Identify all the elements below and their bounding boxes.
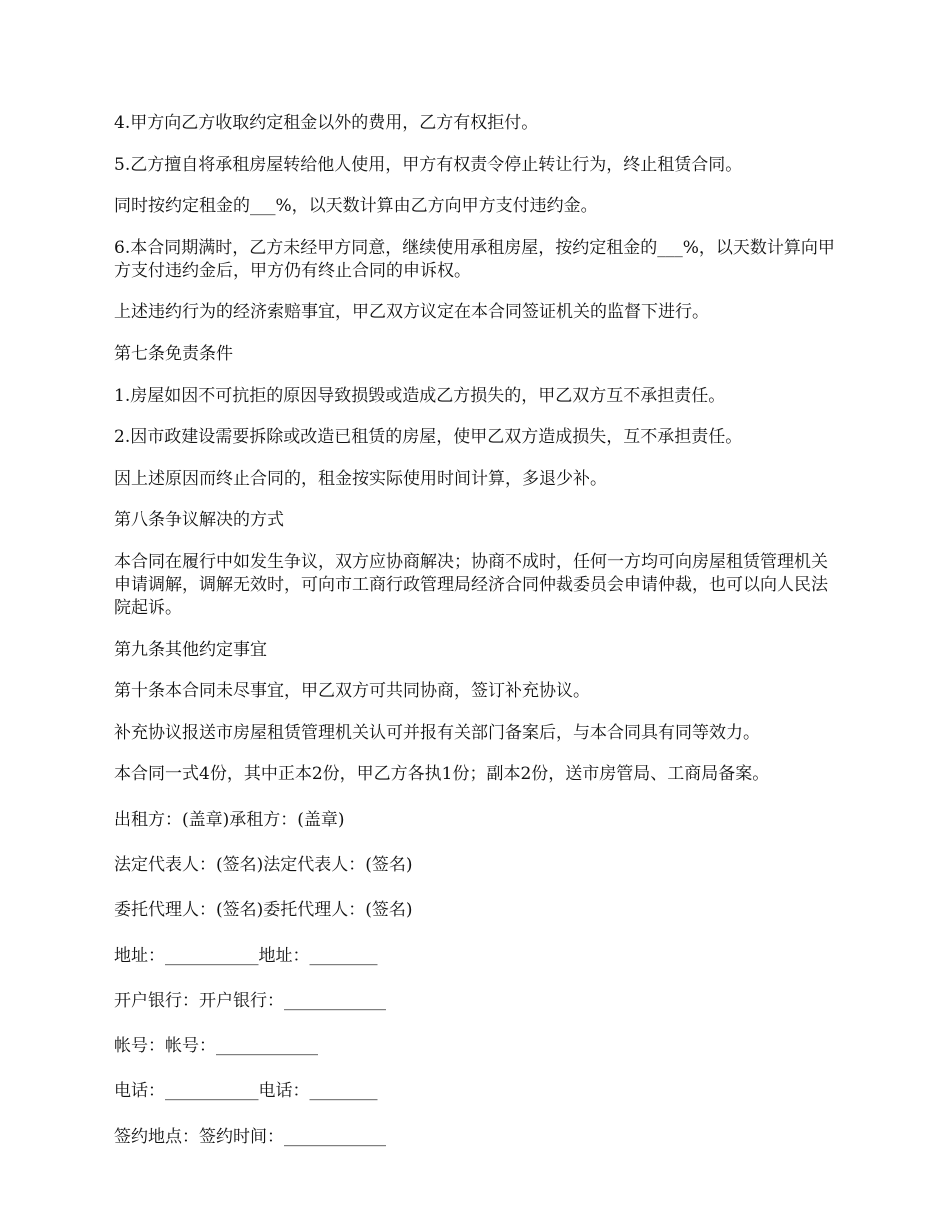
account-line: 帐号：帐号：____________ xyxy=(114,1036,318,1057)
copies-paragraph: 本合同一式4份，其中正本2份，甲乙方各执1份；副本2份，送市房管局、工商局备案。 xyxy=(114,764,770,785)
agent-line: 委托代理人：(签名)委托代理人：(签名) xyxy=(114,900,413,921)
dispute-paragraph: 本合同在履行中如发生争议，双方应协商解决；协商不成时，任何一方均可向房屋租赁管理机关申请调解，调解无效时，可向市工商行政管理局经济合同仲裁委员会申请仲裁，也可以向人民法院起诉。 xyxy=(114,551,828,618)
document-body xyxy=(114,112,842,1171)
parties-seal-line: 出租方：(盖章)承租方：(盖章) xyxy=(114,809,345,830)
phone-line: 电话：___________电话：________ xyxy=(114,1081,378,1102)
rent-settlement-paragraph: 因上述原因而终止合同的，租金按实际使用时间计算，多退少补。 xyxy=(114,468,607,489)
penalty-paragraph: 同时按约定租金的___%，以天数计算由乙方向甲方支付违约金。 xyxy=(114,196,598,217)
bank-line: 开户银行：开户银行：____________ xyxy=(114,990,386,1011)
clause-6-paragraph: 6.本合同期满时，乙方未经甲方同意，继续使用承租房屋，按约定租金的___%，以天数计算向甲方支付违约金后，甲方仍有终止合同的申诉权。 xyxy=(114,237,835,281)
article-10-paragraph: 第十条本合同未尽事宜，甲乙双方可共同协商，签订补充协议。 xyxy=(114,681,590,702)
signing-line: 签约地点：签约时间：____________ xyxy=(114,1126,386,1147)
claims-paragraph: 上述违约行为的经济索赔事宜，甲乙双方议定在本合同签证机关的监督下进行。 xyxy=(114,302,709,323)
article-9-heading: 第九条其他约定事宜 xyxy=(114,639,267,660)
legal-rep-line: 法定代表人：(签名)法定代表人：(签名) xyxy=(114,854,413,875)
clause-4-paragraph: 4.甲方向乙方收取约定租金以外的费用，乙方有权拒付。 xyxy=(114,113,539,133)
address-line: 地址：___________地址：________ xyxy=(114,945,378,966)
supplement-paragraph: 补充协议报送市房屋租赁管理机关认可并报有关部门备案后，与本合同具有同等效力。 xyxy=(114,722,760,743)
exemption-2-paragraph: 2.因市政建设需要拆除或改造已租赁的房屋，使甲乙双方造成损失，互不承担责任。 xyxy=(114,427,743,448)
article-7-heading: 第七条免责条件 xyxy=(114,343,233,364)
article-8-heading: 第八条争议解决的方式 xyxy=(114,510,284,531)
clause-5-paragraph: 5.乙方擅自将承租房屋转给他人使用，甲方有权责令停止转让行为，终止租赁合同。 xyxy=(114,154,743,175)
exemption-1-paragraph: 1.房屋如因不可抗拒的原因导致损毁或造成乙方损失的，甲乙双方互不承担责任。 xyxy=(114,385,726,406)
